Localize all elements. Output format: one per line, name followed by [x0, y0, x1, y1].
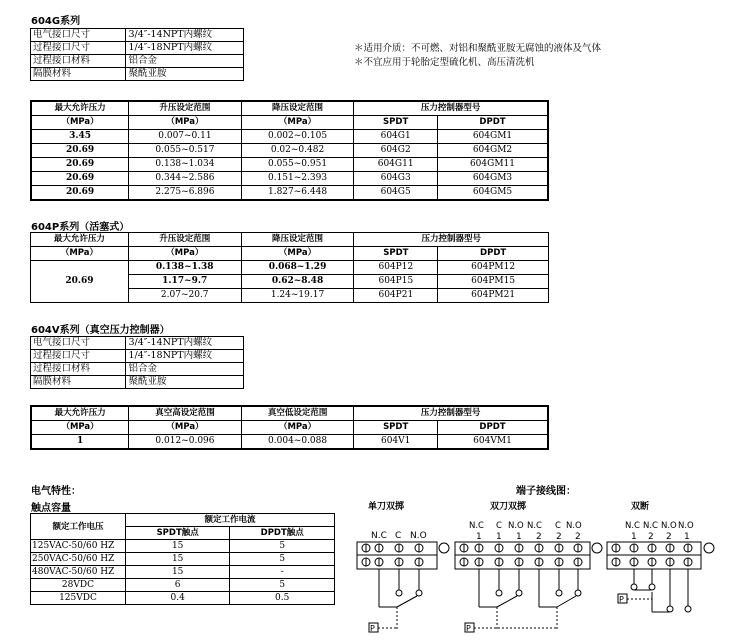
- note-line: ＊适用介质：不可燃、对铝和聚酰亚胺无腐蚀的液体及气体: [354, 43, 602, 54]
- header-unit: （MPa）: [31, 421, 129, 435]
- info-table-604g: [30, 28, 244, 81]
- info-label: 过程接口尺寸: [31, 350, 126, 363]
- info-label: 电气接口尺寸: [31, 337, 126, 350]
- term-label: C: [496, 521, 502, 531]
- table-row: [31, 144, 548, 158]
- header-spdt: SPDT: [354, 421, 438, 435]
- cell-voltage: 480VAC-50/60 HZ: [31, 566, 126, 579]
- info-label: 过程接口材料: [31, 55, 126, 68]
- cell-dpdt: 604GM3: [437, 172, 548, 186]
- wiring-diagrams: [355, 512, 720, 640]
- cell-fall: 0.068~1.29: [241, 261, 354, 275]
- header-spdt: SPDT: [354, 247, 438, 261]
- header-fall-range: 降压设定范围: [241, 233, 354, 247]
- header-rise-range: 升压设定范围: [128, 233, 241, 247]
- cell-max: 20.69: [31, 158, 129, 172]
- pressure-symbol-label: P: [370, 624, 375, 633]
- info-value: 铝合金: [126, 55, 244, 68]
- cell-dpdt: 604GM11: [437, 158, 548, 172]
- term-label: N.O: [508, 521, 524, 531]
- header-dpdt: DPDT: [437, 421, 548, 435]
- header-dpdt: DPDT: [437, 116, 548, 130]
- table-row: [31, 186, 548, 201]
- cell-low: 0.004~0.088: [241, 435, 354, 450]
- cell-rise: 0.344~2.586: [129, 172, 242, 186]
- ground-screw-icon: [592, 543, 602, 553]
- cell-dpdt: 604PM15: [438, 275, 549, 289]
- table-row: [31, 592, 335, 605]
- header-unit: （MPa）: [128, 247, 241, 261]
- cell-max: 20.69: [31, 172, 129, 186]
- term-label: N.O: [678, 521, 694, 531]
- header-current: 额定工作电流: [125, 514, 334, 527]
- term-label: N.O: [410, 531, 427, 541]
- cell-spdt: 604P15: [354, 275, 438, 289]
- cell-rise: 1.17~9.7: [128, 275, 241, 289]
- contact-icon: [575, 590, 581, 596]
- table-row: [31, 42, 244, 55]
- header-model: 压力控制器型号: [354, 233, 549, 247]
- switch-blade-icon: [497, 596, 517, 607]
- info-label: 隔膜材料: [31, 376, 126, 389]
- dpdt-diagram: [455, 521, 602, 633]
- contact-icon: [631, 584, 637, 590]
- cell-spdt: 0.4: [125, 592, 230, 605]
- pressure-symbol-label: P: [619, 595, 624, 604]
- term-number: 2: [575, 532, 581, 542]
- switch-blade-icon: [397, 596, 417, 607]
- cell-fall: 0.02~0.482: [241, 144, 354, 158]
- cell-voltage: 125VDC: [31, 592, 126, 605]
- table-row: [31, 363, 244, 376]
- cell-fall: 0.151~2.393: [241, 172, 354, 186]
- term-label: N.C: [527, 521, 542, 531]
- cell-spdt: 604G5: [354, 186, 438, 201]
- header-model: 压力控制器型号: [354, 101, 548, 116]
- ground-screw-icon: [704, 543, 714, 553]
- cell-fall: 1.827~6.448: [241, 186, 354, 201]
- cell-spdt: 6: [125, 579, 230, 592]
- cell-spdt: 604G11: [354, 158, 438, 172]
- section-title-604p: 604P系列（活塞式）: [31, 222, 130, 233]
- table-row: [31, 553, 335, 566]
- table-row: [31, 566, 335, 579]
- cell-dpdt: 604PM21: [438, 289, 549, 303]
- term-label: N.C: [371, 531, 387, 541]
- section-title-604g: 604G系列: [31, 16, 81, 27]
- term-label: N.C: [643, 521, 658, 531]
- cell-rise: 0.138~1.034: [129, 158, 242, 172]
- table-header-row: [31, 116, 548, 130]
- label-dual-break: 双断: [631, 502, 650, 512]
- cell-max: 20.69: [31, 186, 129, 201]
- cell-max: 20.69: [31, 144, 129, 158]
- header-unit: （MPa）: [241, 247, 354, 261]
- term-number: 1: [496, 532, 502, 542]
- cell-spdt: 15: [125, 553, 230, 566]
- cell-spdt: 604G3: [354, 172, 438, 186]
- wiring-title: 端子接线图：: [516, 486, 576, 497]
- info-value: 1/4″-18NPT内螺纹: [126, 42, 244, 55]
- term-label: N.O: [566, 521, 582, 531]
- table-row: [31, 172, 548, 186]
- header-voltage: 额定工作电压: [31, 514, 126, 540]
- term-label: C: [395, 531, 402, 541]
- table-header-row: [31, 233, 549, 247]
- cell-spdt: 604V1: [354, 435, 438, 450]
- header-unit: （MPa）: [31, 116, 129, 130]
- dual-break-diagram: [607, 521, 714, 612]
- term-label: N.C: [469, 521, 484, 531]
- header-unit: （MPa）: [241, 421, 354, 435]
- header-unit: （MPa）: [241, 116, 354, 130]
- header-high-range: 真空高设定范围: [129, 406, 242, 421]
- contact-icon: [496, 590, 502, 596]
- spdt-diagram: [357, 531, 449, 633]
- table-header-row: [31, 406, 548, 421]
- term-number: 2: [666, 532, 672, 542]
- info-value: 3/4″-14NPT内螺纹: [126, 29, 244, 42]
- contact-icon: [685, 606, 691, 612]
- ground-screw-icon: [439, 543, 449, 553]
- header-unit: （MPa）: [31, 247, 129, 261]
- contact-icon: [556, 590, 562, 596]
- cell-spdt: 15: [125, 566, 230, 579]
- cell-voltage: 250VAC-50/60 HZ: [31, 553, 126, 566]
- term-number: 1: [684, 532, 690, 542]
- note-line: ＊不宜应用于轮胎定型硫化机、高压清洗机: [354, 57, 535, 68]
- electrical-title: 电气特性：: [31, 486, 81, 497]
- cell-fall: 0.62~8.48: [241, 275, 354, 289]
- cell-dpdt: -: [230, 566, 335, 579]
- term-label: N.O: [661, 521, 677, 531]
- spec-table-604v: [30, 405, 549, 450]
- cell-max: 20.69: [31, 261, 129, 303]
- header-max-pressure: 最大允许压力: [31, 406, 129, 421]
- pressure-symbol-label: P: [466, 624, 471, 633]
- term-label: C: [555, 521, 561, 531]
- contact-icon: [649, 584, 655, 590]
- header-unit: （MPa）: [129, 421, 242, 435]
- table-header-row: [31, 421, 548, 435]
- cell-rise: 0.007~0.11: [129, 130, 242, 144]
- cell-spdt: 15: [125, 540, 230, 553]
- header-model: 压力控制器型号: [354, 406, 548, 421]
- info-table-604v: [30, 336, 244, 389]
- header-spdt: SPDT: [354, 116, 438, 130]
- table-row: [31, 579, 335, 592]
- info-label: 过程接口尺寸: [31, 42, 126, 55]
- info-label: 隔膜材料: [31, 68, 126, 81]
- header-rise-range: 升压设定范围: [129, 101, 242, 116]
- term-number: 2: [536, 532, 542, 542]
- term-number: 1: [476, 532, 482, 542]
- header-max-pressure: 最大允许压力: [31, 233, 129, 247]
- cell-spdt: 604P12: [354, 261, 438, 275]
- table-row: [31, 540, 335, 553]
- header-fall-range: 降压设定范围: [241, 101, 354, 116]
- info-value: 1/4″-18NPT内螺纹: [126, 350, 244, 363]
- cell-dpdt: 604VM1: [437, 435, 548, 450]
- cell-high: 0.012~0.096: [129, 435, 242, 450]
- cell-rise: 2.275~6.896: [129, 186, 242, 201]
- header-dpdt-contact: DPDT触点: [230, 527, 335, 540]
- header-low-range: 真空低设定范围: [241, 406, 354, 421]
- term-number: 1: [516, 532, 522, 542]
- table-row: [31, 435, 548, 450]
- cell-dpdt: 5: [230, 553, 335, 566]
- table-row: [31, 376, 244, 389]
- cell-dpdt: 604PM12: [438, 261, 549, 275]
- switch-blade-icon: [557, 596, 576, 607]
- label-spdt: 单刀双掷: [368, 502, 405, 512]
- info-value: 3/4″-14NPT内螺纹: [126, 337, 244, 350]
- cell-fall: 1.24~19.17: [241, 289, 354, 303]
- cell-fall: 0.002~0.105: [241, 130, 354, 144]
- cell-fall: 0.055~0.951: [241, 158, 354, 172]
- cell-voltage: 125VAC-50/60 HZ: [31, 540, 126, 553]
- header-spdt-contact: SPDT触点: [125, 527, 230, 540]
- contact-icon: [396, 590, 402, 596]
- header-max-pressure: 最大允许压力: [31, 101, 129, 116]
- cell-rise: 2.07~20.7: [128, 289, 241, 303]
- table-header-row: [31, 247, 549, 261]
- table-row: [31, 55, 244, 68]
- table-row: [31, 68, 244, 81]
- table-header-row: [31, 101, 548, 116]
- cell-max: 1: [31, 435, 129, 450]
- table-row: [31, 130, 548, 144]
- info-value: 聚酰亚胺: [126, 376, 244, 389]
- contact-icon: [416, 590, 422, 596]
- cell-rise: 0.138~1.38: [128, 261, 241, 275]
- cell-dpdt: 0.5: [230, 592, 335, 605]
- label-dpdt: 双刀双掷: [490, 502, 527, 512]
- cell-dpdt: 5: [230, 579, 335, 592]
- cell-dpdt: 604GM5: [437, 186, 548, 201]
- cell-spdt: 604G2: [354, 144, 438, 158]
- cell-dpdt: 5: [230, 540, 335, 553]
- spec-table-604p: [30, 232, 549, 303]
- term-number: 2: [556, 532, 562, 542]
- table-row: [31, 261, 549, 275]
- table-row: [31, 350, 244, 363]
- cell-spdt: 604G1: [354, 130, 438, 144]
- info-value: 铝合金: [126, 363, 244, 376]
- contact-capacity-table: [30, 513, 335, 605]
- info-label: 电气接口尺寸: [31, 29, 126, 42]
- term-label: N.C: [625, 521, 640, 531]
- header-dpdt: DPDT: [438, 247, 549, 261]
- cell-voltage: 28VDC: [31, 579, 126, 592]
- term-number: 1: [631, 532, 637, 542]
- section-title-604v: 604V系列（真空压力控制器）: [31, 325, 170, 336]
- cell-spdt: 604P21: [354, 289, 438, 303]
- cell-max: 3.45: [31, 130, 129, 144]
- table-row: [31, 337, 244, 350]
- spec-table-604g: [30, 100, 549, 201]
- contact-capacity-title: 触点容量: [31, 503, 71, 514]
- term-number: 2: [648, 532, 654, 542]
- info-label: 过程接口材料: [31, 363, 126, 376]
- contact-icon: [516, 590, 522, 596]
- contact-icon: [667, 606, 673, 612]
- cell-dpdt: 604GM2: [437, 144, 548, 158]
- table-row: [31, 29, 244, 42]
- table-row: [31, 158, 548, 172]
- header-unit: （MPa）: [129, 116, 242, 130]
- table-header-row: [31, 514, 335, 527]
- cell-rise: 0.055~0.517: [129, 144, 242, 158]
- cell-dpdt: 604GM1: [437, 130, 548, 144]
- info-value: 聚酰亚胺: [126, 68, 244, 81]
